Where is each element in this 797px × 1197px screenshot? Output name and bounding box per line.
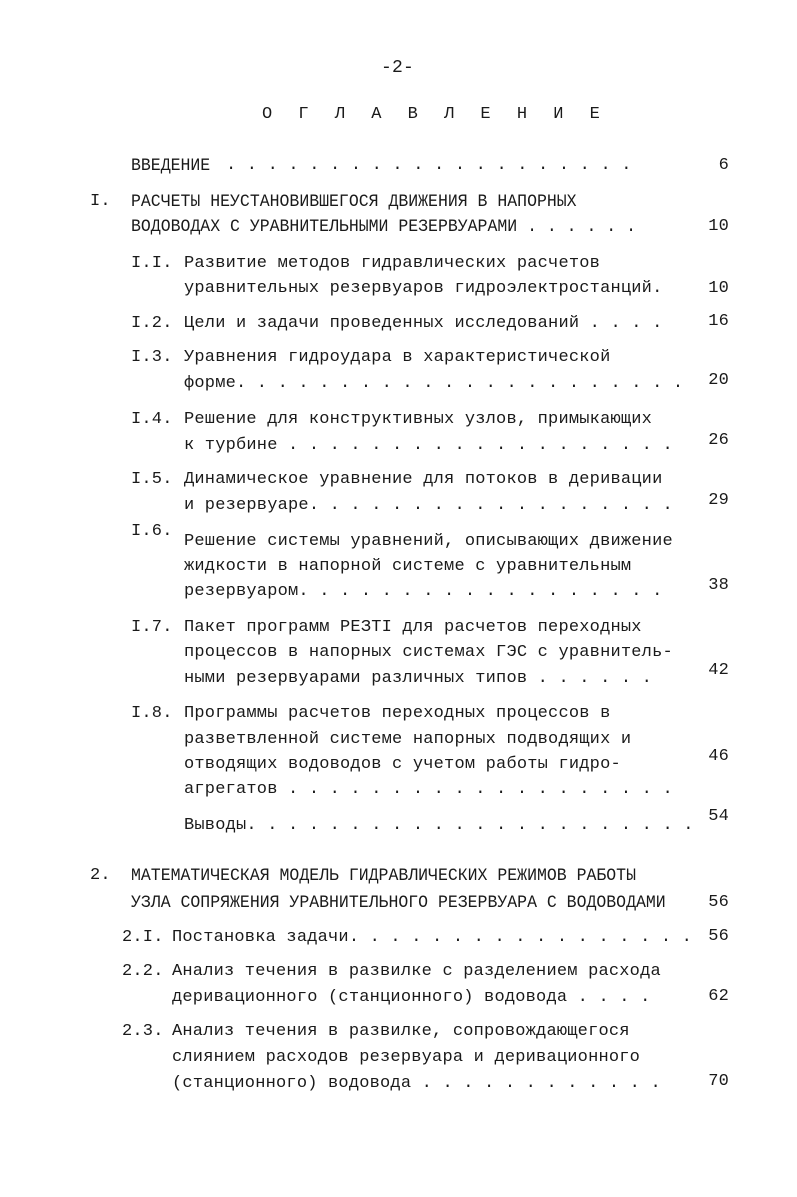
section-number: I.7. — [131, 618, 173, 637]
section-title-line: Анализ течения в развилке, сопровождающегося — [172, 1022, 630, 1041]
section-number: I.5. — [131, 470, 173, 489]
section-title-line: резервуаром. . . . . . . . . . . . . . . . . . — [184, 582, 663, 601]
conclusions-title: Выводы. . . . . . . . . . . . . . . . . . . . . . — [184, 816, 694, 835]
toc-intro-page: 6 — [718, 156, 729, 175]
section-page: 56 — [708, 927, 729, 946]
section-number: 2.2. — [122, 962, 164, 981]
section-page: 16 — [708, 312, 729, 331]
section-title-line: агрегатов . . . . . . . . . . . . . . . . . . . — [184, 780, 673, 799]
section-title-line: жидкости в напорной системе с уравнительным — [184, 557, 632, 576]
section-title-line: Уравнения гидроудара в характеристической — [184, 348, 611, 367]
toc-intro-leader: . . . . . . . . . . . . . . . . . . . . — [226, 156, 632, 175]
chapter-1-page: 10 — [708, 217, 729, 236]
section-number: 2.3. — [122, 1022, 164, 1041]
section-number: 2.I. — [122, 928, 164, 947]
section-number: I.3. — [131, 348, 173, 367]
section-page: 20 — [708, 371, 729, 390]
section-page: 62 — [708, 987, 729, 1006]
section-page: 42 — [708, 661, 729, 680]
chapter-1-title-line-1: РАСЧЕТЫ НЕУСТАНОВИВШЕГОСЯ ДВИЖЕНИЯ В НАПОРНЫХ — [131, 191, 577, 212]
section-title-line: уравнительных резервуаров гидроэлектростанций. — [184, 279, 663, 298]
section-page: 26 — [708, 431, 729, 450]
section-title-line: к турбине . . . . . . . . . . . . . . . . . . . — [184, 436, 673, 455]
section-page: 38 — [708, 576, 729, 595]
section-title-line: Развитие методов гидравлических расчетов — [184, 254, 601, 273]
section-number: I.6. — [131, 522, 173, 541]
toc-intro-title: ВВЕДЕНИЕ — [131, 155, 211, 176]
section-title-line: (станционного) водовода . . . . . . . . . . . . — [172, 1074, 661, 1093]
chapter-2-title-line-2: УЗЛА СОПРЯЖЕНИЯ УРАВНИТЕЛЬНОГО РЕЗЕРВУАРА С ВОДОВОДАМИ — [131, 892, 666, 913]
section-title-line: Решение для конструктивных узлов, примыкающих — [184, 410, 653, 429]
chapter-1-number: I. — [90, 192, 111, 211]
section-page: 10 — [708, 279, 729, 298]
section-title-line: Цели и задачи проведенных исследований . . . . — [184, 314, 663, 333]
chapter-2-page: 56 — [708, 893, 729, 912]
section-page: 46 — [708, 747, 729, 766]
chapter-1-title-line-2: ВОДОВОДАХ С УРАВНИТЕЛЬНЫМИ РЕЗЕРВУАРАМИ . . . . . . — [131, 216, 636, 237]
section-page: 29 — [708, 491, 729, 510]
section-number: I.2. — [131, 314, 173, 333]
section-title-line: Динамическое уравнение для потоков в деривации — [184, 470, 663, 489]
section-title-line: Решение системы уравнений, описывающих движение — [184, 532, 673, 551]
chapter-2-title-line-1: МАТЕМАТИЧЕСКАЯ МОДЕЛЬ ГИДРАВЛИЧЕСКИХ РЕЖИМОВ РАБОТЫ — [131, 865, 636, 886]
section-page: 70 — [708, 1072, 729, 1091]
section-title-line: деривационного (станционного) водовода . . . . — [172, 988, 651, 1007]
section-title-line: разветвленной системе напорных подводящих и — [184, 730, 632, 749]
section-number: I.I. — [131, 254, 173, 273]
page-number: -2- — [381, 58, 415, 78]
section-title-line: отводящих водоводов с учетом работы гидро- — [184, 755, 621, 774]
section-title-line: Анализ течения в развилке с разделением расхода — [172, 962, 661, 981]
section-title-line: слиянием расходов резервуара и деривационного — [172, 1048, 641, 1067]
section-title-line: ными резервуарами различных типов . . . . . . — [184, 669, 653, 688]
chapter-2-number: 2. — [90, 866, 111, 885]
section-title-line: форме. . . . . . . . . . . . . . . . . . . . . . — [184, 374, 684, 393]
section-number: I.4. — [131, 410, 173, 429]
section-title-line: Постановка задачи. . . . . . . . . . . . . . . . . — [172, 928, 693, 947]
section-title-line: Программы расчетов переходных процессов в — [184, 704, 611, 723]
conclusions-page: 54 — [708, 807, 729, 826]
page-title: О Г Л А В Л Е Н И Е — [262, 105, 608, 124]
section-title-line: и резервуаре. . . . . . . . . . . . . . . . . . — [184, 496, 673, 515]
section-title-line: процессов в напорных системах ГЭС с уравнитель- — [184, 643, 673, 662]
section-title-line: Пакет программ РЕЗТI для расчетов переходных — [184, 618, 642, 637]
section-number: I.8. — [131, 704, 173, 723]
